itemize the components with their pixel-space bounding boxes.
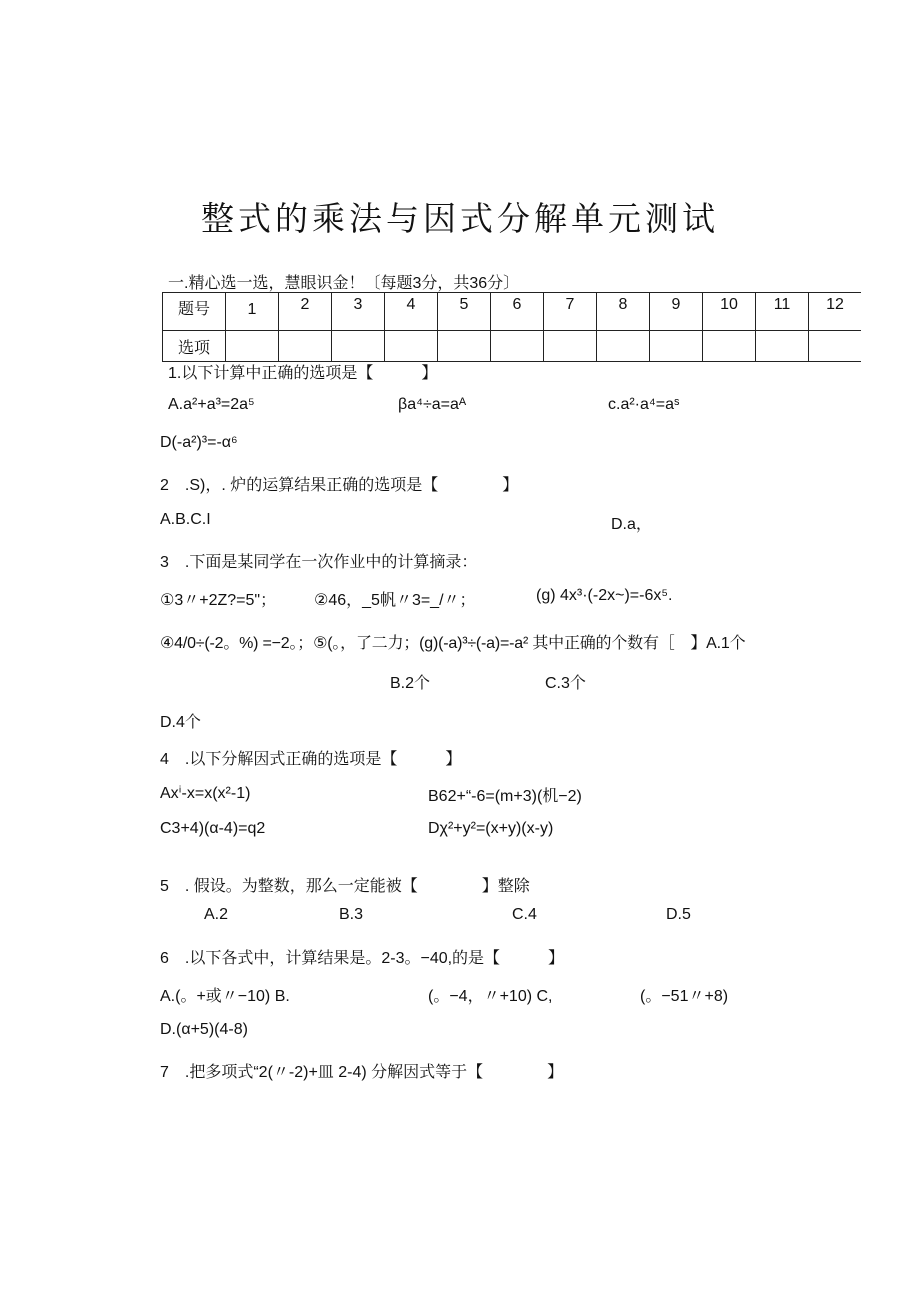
table-row	[163, 331, 862, 362]
row-label-answer: 选项	[163, 331, 226, 362]
question-4-stem: 4 .以下分解因式正确的选项是【 】	[160, 751, 462, 768]
question-5-option-b: B.3	[339, 906, 364, 923]
question-6-option-b: (。−4，〃+10) C,	[428, 988, 553, 1005]
answer-cell[interactable]	[226, 331, 279, 362]
question-3-item-3: (g) 4x³·(-2x~)=-6x⁵.	[536, 587, 673, 604]
answer-cell[interactable]	[491, 331, 544, 362]
question-number: 3	[332, 293, 385, 331]
question-1-option-c: c.a²·a⁴=aˢ	[608, 396, 680, 413]
question-5-option-c: C.4	[512, 906, 537, 923]
answer-cell[interactable]	[809, 331, 862, 362]
question-4-option-a: Axⁱ-x=x(x²-1)	[160, 785, 251, 802]
question-5-option-a: A.2	[204, 906, 229, 923]
question-number: 4	[385, 293, 438, 331]
question-2-option-d: D.a，	[611, 516, 652, 533]
question-3-option-c: C.3个	[545, 675, 586, 692]
question-3-option-b: B.2个	[390, 675, 431, 692]
question-2-options-abc: A.B.C.I	[160, 511, 211, 528]
answer-cell[interactable]	[279, 331, 332, 362]
question-3-item-2: ②46，_5帆〃3=_/〃；	[314, 592, 476, 609]
question-6-option-d: D.(α+5)(4-8)	[160, 1021, 248, 1038]
question-number: 1	[226, 293, 279, 331]
question-1-option-d: D(-a²)³=-α⁶	[160, 434, 238, 451]
question-4-option-b: B62+“-6=(m+3)(机−2)	[428, 788, 582, 805]
answer-cell[interactable]	[703, 331, 756, 362]
section-header: 一.精心选一选，慧眼识金！〔每题3分，共36分〕	[168, 275, 520, 292]
question-3-item-1: ①3〃+2Z?=5"；	[160, 592, 277, 609]
question-number: 7	[544, 293, 597, 331]
question-6-stem: 6 .以下各式中，计算结果是。2-3。−40,的是【 】	[160, 950, 565, 967]
question-5-option-d: D.5	[666, 906, 691, 923]
question-number: 10	[703, 293, 756, 331]
question-7-stem: 7 .把多项式“2(〃-2)+皿 2-4) 分解因式等于【 】	[160, 1064, 564, 1081]
question-5-stem: 5 . 假设。为整数，那么一定能被【 】整除	[160, 878, 530, 895]
question-number: 6	[491, 293, 544, 331]
question-number: 9	[650, 293, 703, 331]
question-3-items-4-6: ④4/0÷(-2。%) =−2。；⑤(。，了二力；(g)(-a)³÷(-a)=-a² 其中正确的个数有［ 】A.1个	[160, 635, 746, 652]
question-4-option-c: C3+4)(α-4)=q2	[160, 820, 266, 837]
question-2-stem: 2 .S)，. 炉的运算结果正确的选项是【 】	[160, 477, 519, 494]
page-title: 整式的乘法与因式分解单元测试	[201, 199, 719, 238]
question-6-option-a: A.(。+或〃−10) B.	[160, 988, 290, 1005]
table-row	[163, 293, 862, 331]
answer-cell[interactable]	[650, 331, 703, 362]
question-number: 11	[756, 293, 809, 331]
answer-table	[162, 292, 861, 362]
question-1-option-b: βa⁴÷a=aᴬ	[398, 396, 467, 413]
question-number: 5	[438, 293, 491, 331]
answer-cell[interactable]	[438, 331, 491, 362]
question-3-stem: 3 .下面是某同学在一次作业中的计算摘录：	[160, 554, 478, 571]
answer-cell[interactable]	[756, 331, 809, 362]
question-4-option-d: Dχ²+y²=(x+y)(x-y)	[428, 820, 554, 837]
question-number: 2	[279, 293, 332, 331]
answer-cell[interactable]	[385, 331, 438, 362]
question-number: 8	[597, 293, 650, 331]
question-1-option-a: A.a²+a³=2a⁵	[168, 396, 255, 413]
question-number: 12	[809, 293, 862, 331]
question-3-option-d: D.4个	[160, 714, 201, 731]
answer-cell[interactable]	[332, 331, 385, 362]
answer-cell[interactable]	[597, 331, 650, 362]
answer-cell[interactable]	[544, 331, 597, 362]
question-6-option-c: (。−51〃+8)	[640, 988, 729, 1005]
row-label-number: 题号	[163, 293, 226, 331]
question-1-stem: 1.以下计算中正确的选项是【 】	[168, 365, 438, 382]
